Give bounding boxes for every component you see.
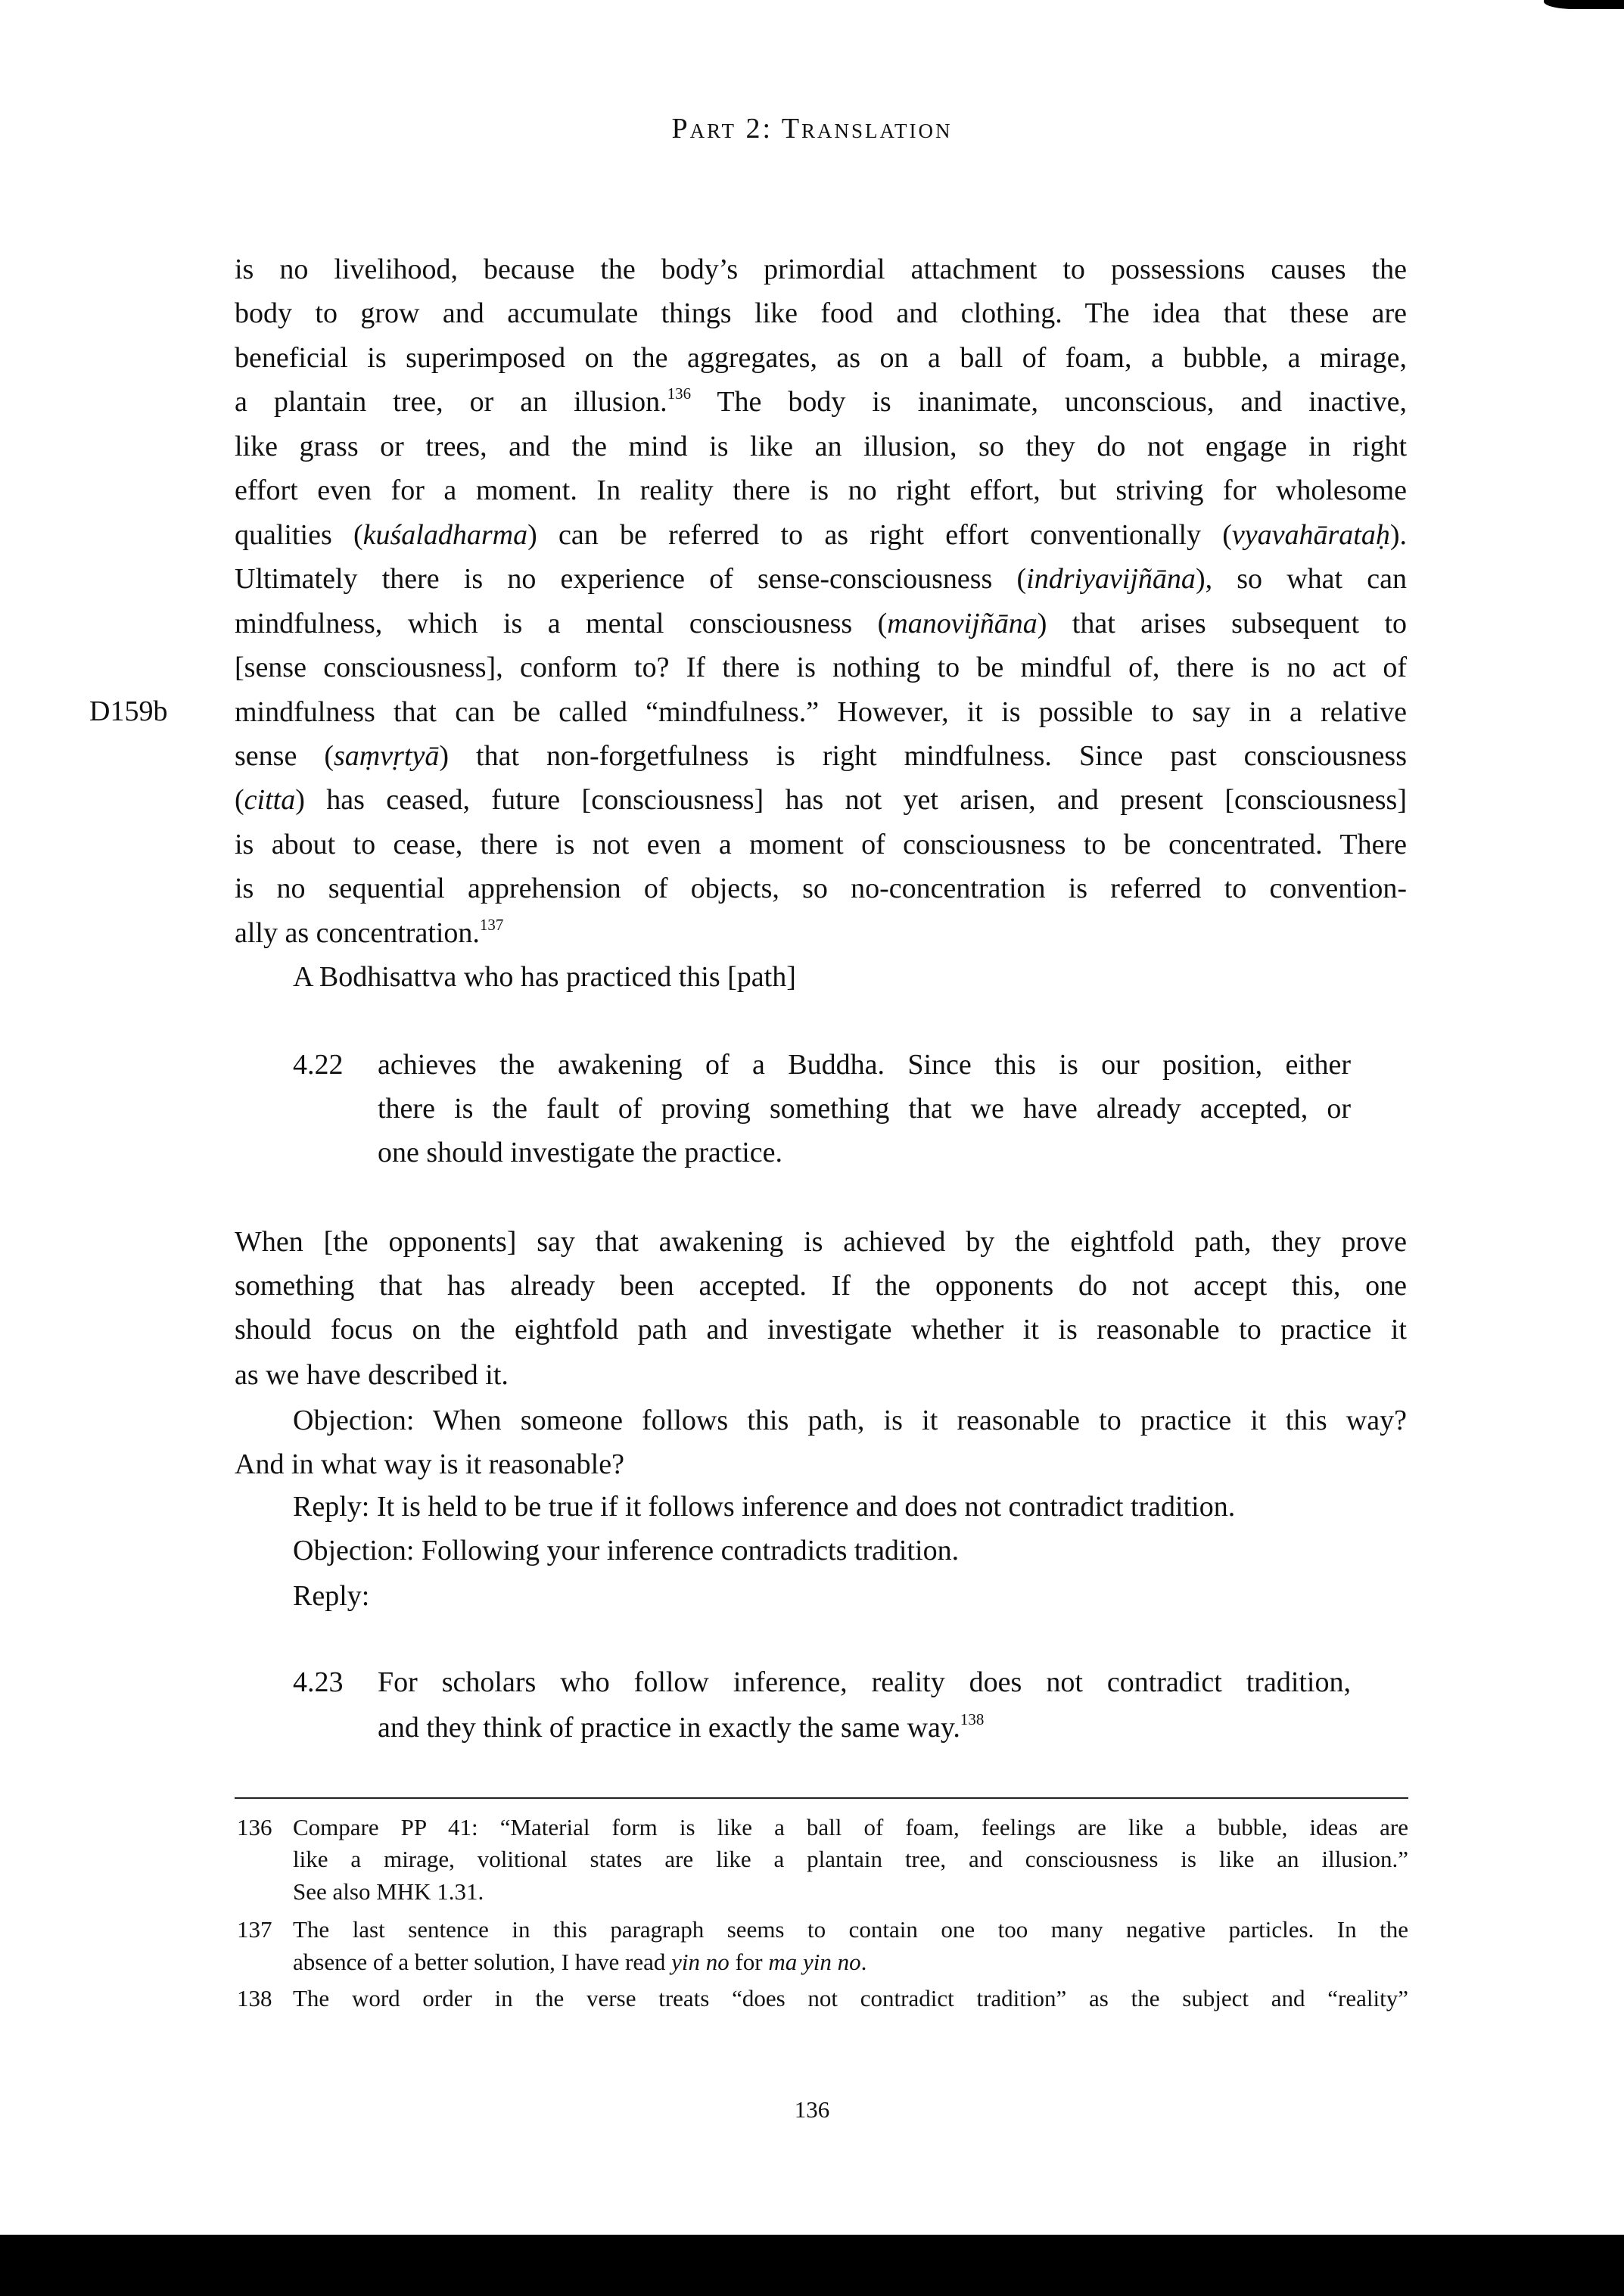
text-line [235, 291, 1407, 335]
text-segment: . [860, 1949, 867, 1975]
footnote-divider [235, 1797, 1408, 1799]
text-line [235, 1353, 1407, 1397]
text-segment: Compare PP 41: “Material form is like a ball of foam, feelings are like a bubble, ideas are [293, 1814, 1408, 1840]
text-segment: a plantain tree, or an illusion. [235, 386, 667, 418]
verse-line [378, 1131, 1351, 1174]
text-segment: The word order in the verse treats “does not contradict tradition” as the subject and “reality” [293, 1985, 1408, 2011]
text-line [293, 955, 796, 999]
text-segment: mindfulness, which is a mental consciousness ( [235, 608, 888, 639]
text-line [235, 1264, 1407, 1308]
text-line [293, 1485, 1235, 1529]
footnote-ref[interactable]: 136 [667, 384, 692, 403]
italic-term: vyavahārataḥ [1231, 519, 1390, 551]
text-segment: achieves the awakening of a Buddha. Since this is our position, either [378, 1049, 1351, 1081]
footnote-line [293, 1946, 1408, 1978]
italic-term: indriyavijñāna [1026, 563, 1196, 595]
text-segment: The last sentence in this paragraph seems to contain one too many negative particles. In the [293, 1916, 1408, 1943]
text-line [235, 911, 1407, 955]
italic-term: manovijñāna [887, 608, 1038, 639]
text-segment: ) can be referred to as right effort conventionally ( [527, 519, 1232, 551]
text-line [235, 380, 1407, 424]
text-line [293, 1574, 369, 1618]
text-segment: is no sequential apprehension of objects, so no-concentration is referred to convention- [235, 873, 1407, 904]
text-line [235, 336, 1407, 380]
text-segment: ), so what can [1195, 563, 1408, 595]
text-segment: something that has already been accepted. If the opponents do not accept this, one [235, 1270, 1407, 1302]
italic-term: yin no [671, 1949, 730, 1975]
text-segment: ) that arises subsequent to [1037, 608, 1407, 639]
text-line [235, 646, 1407, 689]
text-segment: Reply: [293, 1580, 370, 1612]
footnote-line [293, 1812, 1408, 1843]
page-number: 136 [794, 2096, 830, 2123]
margin-reference: D159b [89, 695, 168, 727]
footnote-number: 137 [237, 1916, 272, 1943]
text-line [235, 866, 1407, 910]
footnote-number: 138 [237, 1985, 272, 2011]
text-segment: Reply: It is held to be true if it follows inference and does not contradict tradition. [293, 1491, 1236, 1523]
text-segment: And in what way is it reasonable? [235, 1448, 624, 1480]
text-segment: qualities ( [235, 519, 363, 551]
text-segment: should focus on the eightfold path and investigate whether it is reasonable to practice it [235, 1314, 1407, 1346]
text-segment: Objection: When someone follows this path, is it reasonable to practice it this way? [293, 1405, 1407, 1436]
text-segment: ally as concentration. [235, 917, 480, 949]
footnote-line [293, 1843, 1408, 1875]
text-segment: sense ( [235, 740, 334, 772]
text-line [235, 425, 1407, 468]
footnote-line [293, 1876, 1408, 1908]
verse-number: 4.22 [293, 1049, 344, 1081]
verse-line [378, 1706, 1351, 1750]
italic-term: ma yin no [768, 1949, 861, 1975]
italic-term: saṃvṛtyā [334, 740, 440, 772]
scan-artifact [1544, 0, 1624, 9]
text-segment: like a mirage, volitional states are like a plantain tree, and consciousness is like an illusion.” [293, 1846, 1408, 1872]
text-segment: The body is inanimate, unconscious, and inactive, [691, 386, 1407, 418]
italic-term: kuśaladharma [362, 519, 528, 551]
text-line [235, 690, 1407, 734]
text-segment: there is the fault of proving something that we have already accepted, or [378, 1093, 1351, 1125]
text-segment: When [the opponents] say that awakening is achieved by the eightfold path, they prove [235, 1226, 1407, 1258]
text-line [235, 602, 1407, 646]
text-segment: one should investigate the practice. [378, 1137, 782, 1168]
text-segment: A Bodhisattva who has practiced this [path] [293, 961, 796, 993]
text-segment: mindfulness that can be called “mindfulness.” However, it is possible to say in a relative [235, 696, 1407, 728]
text-line [235, 734, 1407, 778]
text-line [235, 1442, 1407, 1486]
text-line [235, 778, 1407, 822]
text-segment: as we have described it. [235, 1359, 509, 1391]
scan-border [0, 2235, 1624, 2296]
text-line [235, 247, 1407, 291]
text-segment: See also MHK 1.31. [293, 1878, 484, 1905]
text-line [235, 823, 1407, 866]
text-segment: is about to cease, there is not even a moment of consciousness to be concentrated. There [235, 829, 1407, 860]
footnote-line [293, 1983, 1408, 2014]
text-segment: for [729, 1949, 769, 1975]
text-line [293, 1398, 1407, 1442]
text-segment: beneficial is superimposed on the aggregates, as on a ball of foam, a bubble, a mirage, [235, 342, 1407, 374]
running-header: Part 2: Translation [671, 113, 953, 145]
text-line [235, 1220, 1407, 1264]
text-line [293, 1529, 959, 1573]
text-segment: absence of a better solution, I have read [293, 1949, 672, 1975]
text-segment: ) has ceased, future [consciousness] has not yet arisen, and present [consciousness] [295, 784, 1407, 816]
text-segment: is no livelihood, because the body’s primordial attachment to possessions causes the [235, 254, 1407, 285]
text-segment: ( [235, 784, 244, 816]
text-segment: body to grow and accumulate things like food and clothing. The idea that these are [235, 297, 1407, 329]
footnote-ref[interactable]: 137 [479, 916, 504, 935]
text-line [235, 513, 1407, 557]
text-segment: Ultimately there is no experience of sense-consciousness ( [235, 563, 1027, 595]
text-segment: ). [1389, 519, 1408, 551]
text-segment: effort even for a moment. In reality there is no right effort, but striving for wholesome [235, 474, 1407, 506]
verse-line [378, 1043, 1351, 1087]
verse-line [378, 1660, 1351, 1704]
text-line [235, 557, 1407, 601]
text-segment: like grass or trees, and the mind is like an illusion, so they do not engage in right [235, 431, 1407, 462]
text-segment: Objection: Following your inference contradicts tradition. [293, 1535, 960, 1566]
text-segment: and they think of practice in exactly the same way. [378, 1712, 960, 1744]
text-segment: [sense consciousness], conform to? If there is nothing to be mindful of, there is no act of [235, 652, 1407, 683]
footnote-line [293, 1914, 1408, 1946]
footnote-ref[interactable]: 138 [960, 1710, 985, 1729]
verse-line [378, 1087, 1351, 1131]
footnote-number: 136 [237, 1814, 272, 1840]
text-segment: ) that non-forgetfulness is right mindfulness. Since past consciousness [439, 740, 1407, 772]
italic-term: citta [244, 784, 296, 816]
text-line [235, 468, 1407, 512]
verse-number: 4.23 [293, 1666, 344, 1698]
text-line [235, 1308, 1407, 1352]
text-segment: For scholars who follow inference, reality does not contradict tradition, [378, 1666, 1351, 1698]
